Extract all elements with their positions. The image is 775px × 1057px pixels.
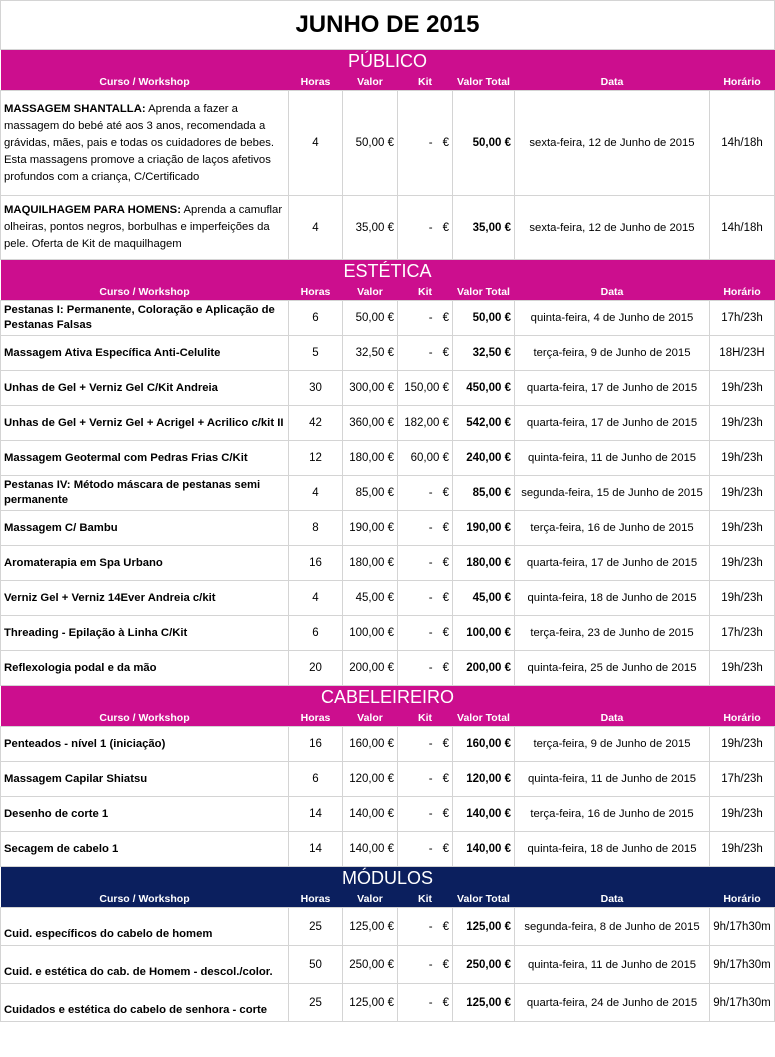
date-cell: quarta-feira, 17 de Junho de 2015 [515, 406, 710, 441]
column-header-kit: Kit [398, 73, 453, 91]
date-cell: quarta-feira, 17 de Junho de 2015 [515, 546, 710, 581]
kit-cell [398, 832, 453, 867]
kit-value: - [428, 843, 433, 855]
date-cell: quarta-feira, 17 de Junho de 2015 [515, 371, 710, 406]
hours-cell: 12 [289, 441, 343, 476]
course-name: Pestanas IV: Método máscara de pestanas semi permanente [1, 476, 289, 511]
time-cell: 17h/23h [710, 616, 775, 651]
value-cell: 125,00 € [343, 908, 398, 946]
kit-cell [398, 616, 453, 651]
hours-cell: 30 [289, 371, 343, 406]
section-title: PÚBLICO [1, 50, 775, 74]
kit-value: - [428, 137, 433, 149]
course-name: Cuidados e estética do cabelo de senhora - corte [1, 984, 289, 1022]
table-row [1, 908, 775, 946]
table-row [1, 476, 775, 511]
column-header-time: Horário [710, 709, 775, 727]
euro-sign: € [442, 773, 449, 785]
time-cell: 19h/23h [710, 476, 775, 511]
euro-sign: € [442, 662, 449, 674]
date-cell: quinta-feira, 11 de Junho de 2015 [515, 946, 710, 984]
hours-cell: 16 [289, 546, 343, 581]
euro-sign: € [442, 487, 449, 499]
hours-cell: 50 [289, 946, 343, 984]
time-cell: 19h/23h [710, 581, 775, 616]
course-name [1, 196, 289, 260]
value-cell: 125,00 € [343, 984, 398, 1022]
column-header-time: Horário [710, 283, 775, 301]
time-cell: 19h/23h [710, 511, 775, 546]
column-header-value: Valor [343, 709, 398, 727]
euro-sign: € [442, 592, 449, 604]
euro-sign: € [442, 738, 449, 750]
course-name: Threading - Epilação à Linha C/Kit [1, 616, 289, 651]
value-cell: 85,00 € [343, 476, 398, 511]
column-header-time: Horário [710, 890, 775, 908]
table-row [1, 616, 775, 651]
kit-value: - [428, 347, 433, 359]
hours-cell: 5 [289, 336, 343, 371]
column-header-hours: Horas [289, 73, 343, 91]
table-row [1, 581, 775, 616]
course-description: Aprenda a camuflar olheiras, pontos negros, borbulhas e imperfeições da pele. Oferta de Kit de maquilhagem [4, 204, 283, 250]
course-name: Unhas de Gel + Verniz Gel C/Kit Andreia [1, 371, 289, 406]
time-cell: 19h/23h [710, 651, 775, 686]
value-cell: 140,00 € [343, 797, 398, 832]
total-cell: 45,00 € [453, 581, 515, 616]
course-name: Cuid. específicos do cabelo de homem [1, 908, 289, 946]
column-header-kit: Kit [398, 709, 453, 727]
total-cell: 140,00 € [453, 832, 515, 867]
kit-value: - [428, 808, 433, 820]
course-name: Desenho de corte 1 [1, 797, 289, 832]
value-cell: 32,50 € [343, 336, 398, 371]
column-header-course: Curso / Workshop [1, 709, 289, 727]
total-cell: 450,00 € [453, 371, 515, 406]
table-row [1, 984, 775, 1022]
column-header-date: Data [515, 709, 710, 727]
total-cell: 250,00 € [453, 946, 515, 984]
value-cell: 45,00 € [343, 581, 398, 616]
date-cell: segunda-feira, 15 de Junho de 2015 [515, 476, 710, 511]
euro-sign: € [442, 808, 449, 820]
column-header-hours: Horas [289, 283, 343, 301]
date-cell: quinta-feira, 11 de Junho de 2015 [515, 762, 710, 797]
course-name: Secagem de cabelo 1 [1, 832, 289, 867]
hours-cell: 14 [289, 797, 343, 832]
hours-cell: 42 [289, 406, 343, 441]
kit-cell [398, 651, 453, 686]
value-cell: 160,00 € [343, 727, 398, 762]
table-row [1, 651, 775, 686]
table-row [1, 91, 775, 196]
column-header-value: Valor [343, 73, 398, 91]
section-title: ESTÉTICA [1, 260, 775, 284]
kit-cell [398, 546, 453, 581]
kit-cell [398, 727, 453, 762]
kit-cell [398, 91, 453, 196]
euro-sign: € [442, 347, 449, 359]
table-row [1, 762, 775, 797]
course-name [1, 91, 289, 196]
value-cell: 360,00 € [343, 406, 398, 441]
date-cell: quinta-feira, 4 de Junho de 2015 [515, 301, 710, 336]
euro-sign: € [442, 522, 449, 534]
course-name: Verniz Gel + Verniz 14Ever Andreia c/kit [1, 581, 289, 616]
time-cell: 14h/18h [710, 196, 775, 260]
table-row [1, 946, 775, 984]
euro-sign: € [442, 958, 449, 971]
total-cell: 542,00 € [453, 406, 515, 441]
kit-cell [398, 984, 453, 1022]
kit-cell [398, 511, 453, 546]
table-row [1, 832, 775, 867]
section-title: CABELEIREIRO [1, 686, 775, 710]
course-name: Pestanas I: Permanente, Coloração e Aplicação de Pestanas Falsas [1, 301, 289, 336]
time-cell: 9h/17h30m [710, 908, 775, 946]
total-cell: 50,00 € [453, 91, 515, 196]
total-cell: 120,00 € [453, 762, 515, 797]
column-header-total: Valor Total [453, 709, 515, 727]
section-title: MÓDULOS [1, 867, 775, 891]
time-cell: 9h/17h30m [710, 946, 775, 984]
date-cell: quinta-feira, 11 de Junho de 2015 [515, 441, 710, 476]
total-cell: 140,00 € [453, 797, 515, 832]
hours-cell: 4 [289, 91, 343, 196]
euro-sign: € [442, 312, 449, 324]
hours-cell: 6 [289, 616, 343, 651]
hours-cell: 25 [289, 908, 343, 946]
column-header-hours: Horas [289, 709, 343, 727]
value-cell: 190,00 € [343, 511, 398, 546]
column-header-total: Valor Total [453, 890, 515, 908]
table-row [1, 196, 775, 260]
table-row [1, 511, 775, 546]
column-header-hours: Horas [289, 890, 343, 908]
date-cell: sexta-feira, 12 de Junho de 2015 [515, 196, 710, 260]
column-header-date: Data [515, 283, 710, 301]
kit-value: - [428, 221, 433, 234]
value-cell: 250,00 € [343, 946, 398, 984]
kit-value: - [428, 662, 433, 674]
kit-value: - [428, 996, 433, 1009]
date-cell: terça-feira, 23 de Junho de 2015 [515, 616, 710, 651]
time-cell: 19h/23h [710, 441, 775, 476]
kit-cell [398, 581, 453, 616]
total-cell: 35,00 € [453, 196, 515, 260]
euro-sign: € [442, 557, 449, 569]
total-cell: 125,00 € [453, 908, 515, 946]
hours-cell: 8 [289, 511, 343, 546]
date-cell: quinta-feira, 18 de Junho de 2015 [515, 581, 710, 616]
kit-value: - [428, 958, 433, 971]
kit-cell [398, 196, 453, 260]
table-row [1, 546, 775, 581]
kit-cell [398, 301, 453, 336]
total-cell: 50,00 € [453, 301, 515, 336]
table-row [1, 406, 775, 441]
kit-value: - [428, 592, 433, 604]
course-name: Massagem C/ Bambu [1, 511, 289, 546]
time-cell: 19h/23h [710, 371, 775, 406]
kit-value: - [428, 487, 433, 499]
hours-cell: 4 [289, 196, 343, 260]
column-header-course: Curso / Workshop [1, 73, 289, 91]
time-cell: 19h/23h [710, 727, 775, 762]
kit-cell [398, 336, 453, 371]
time-cell: 17h/23h [710, 762, 775, 797]
time-cell: 17h/23h [710, 301, 775, 336]
course-name: Unhas de Gel + Verniz Gel + Acrigel + Acrilico c/kit II [1, 406, 289, 441]
total-cell: 190,00 € [453, 511, 515, 546]
hours-cell: 14 [289, 832, 343, 867]
table-row [1, 797, 775, 832]
kit-cell: 182,00 € [398, 406, 453, 441]
time-cell: 19h/23h [710, 406, 775, 441]
total-cell: 240,00 € [453, 441, 515, 476]
column-header-kit: Kit [398, 283, 453, 301]
value-cell: 50,00 € [343, 301, 398, 336]
date-cell: quarta-feira, 24 de Junho de 2015 [515, 984, 710, 1022]
hours-cell: 16 [289, 727, 343, 762]
table-row [1, 727, 775, 762]
date-cell: terça-feira, 9 de Junho de 2015 [515, 336, 710, 371]
kit-cell: 60,00 € [398, 441, 453, 476]
value-cell: 50,00 € [343, 91, 398, 196]
value-cell: 300,00 € [343, 371, 398, 406]
hours-cell: 20 [289, 651, 343, 686]
course-name: Massagem Capilar Shiatsu [1, 762, 289, 797]
date-cell: quinta-feira, 18 de Junho de 2015 [515, 832, 710, 867]
table-row [1, 371, 775, 406]
course-name: Massagem Ativa Específica Anti-Celulite [1, 336, 289, 371]
kit-value: - [428, 920, 433, 933]
total-cell: 85,00 € [453, 476, 515, 511]
euro-sign: € [442, 996, 449, 1009]
hours-cell: 4 [289, 581, 343, 616]
hours-cell: 4 [289, 476, 343, 511]
column-header-date: Data [515, 890, 710, 908]
page-title: JUNHO DE 2015 [1, 1, 775, 50]
kit-cell [398, 908, 453, 946]
course-description: Aprenda a fazer a massagem do bebé até aos 3 anos, recomendada a grávidas, mães, pais e todas os cuidadores de bebes. Esta massagens promove a criação de laços afetivos profundos com a criança, C/Certificado [4, 102, 275, 183]
column-header-kit: Kit [398, 890, 453, 908]
euro-sign: € [442, 843, 449, 855]
value-cell: 180,00 € [343, 546, 398, 581]
date-cell: sexta-feira, 12 de Junho de 2015 [515, 91, 710, 196]
table-row [1, 336, 775, 371]
hours-cell: 25 [289, 984, 343, 1022]
column-header-course: Curso / Workshop [1, 283, 289, 301]
kit-value: - [428, 773, 433, 785]
total-cell: 200,00 € [453, 651, 515, 686]
total-cell: 100,00 € [453, 616, 515, 651]
date-cell: segunda-feira, 8 de Junho de 2015 [515, 908, 710, 946]
kit-cell: 150,00 € [398, 371, 453, 406]
value-cell: 180,00 € [343, 441, 398, 476]
value-cell: 100,00 € [343, 616, 398, 651]
column-header-course: Curso / Workshop [1, 890, 289, 908]
total-cell: 160,00 € [453, 727, 515, 762]
course-name: Reflexologia podal e da mão [1, 651, 289, 686]
date-cell: terça-feira, 9 de Junho de 2015 [515, 727, 710, 762]
total-cell: 32,50 € [453, 336, 515, 371]
column-header-time: Horário [710, 73, 775, 91]
kit-value: - [428, 557, 433, 569]
table-row [1, 441, 775, 476]
kit-value: - [428, 522, 433, 534]
value-cell: 120,00 € [343, 762, 398, 797]
total-cell: 180,00 € [453, 546, 515, 581]
column-header-total: Valor Total [453, 73, 515, 91]
value-cell: 200,00 € [343, 651, 398, 686]
course-name: Massagem Geotermal com Pedras Frias C/Kit [1, 441, 289, 476]
time-cell: 14h/18h [710, 91, 775, 196]
total-cell: 125,00 € [453, 984, 515, 1022]
kit-cell [398, 946, 453, 984]
time-cell: 19h/23h [710, 832, 775, 867]
column-header-value: Valor [343, 283, 398, 301]
hours-cell: 6 [289, 762, 343, 797]
course-name: Cuid. e estética do cab. de Homem - descol./color. [1, 946, 289, 984]
value-cell: 140,00 € [343, 832, 398, 867]
time-cell: 19h/23h [710, 797, 775, 832]
kit-cell [398, 762, 453, 797]
date-cell: terça-feira, 16 de Junho de 2015 [515, 797, 710, 832]
value-cell: 35,00 € [343, 196, 398, 260]
euro-sign: € [442, 627, 449, 639]
column-header-total: Valor Total [453, 283, 515, 301]
column-header-date: Data [515, 73, 710, 91]
kit-cell [398, 797, 453, 832]
euro-sign: € [442, 137, 449, 149]
euro-sign: € [442, 221, 449, 234]
time-cell: 18H/23H [710, 336, 775, 371]
date-cell: terça-feira, 16 de Junho de 2015 [515, 511, 710, 546]
course-title: MASSAGEM SHANTALLA: [4, 102, 146, 115]
kit-value: - [428, 738, 433, 750]
date-cell: quinta-feira, 25 de Junho de 2015 [515, 651, 710, 686]
time-cell: 19h/23h [710, 546, 775, 581]
hours-cell: 6 [289, 301, 343, 336]
time-cell: 9h/17h30m [710, 984, 775, 1022]
euro-sign: € [442, 920, 449, 933]
course-name: Aromaterapia em Spa Urbano [1, 546, 289, 581]
kit-value: - [428, 627, 433, 639]
kit-value: - [428, 312, 433, 324]
course-name: Penteados - nível 1 (iniciação) [1, 727, 289, 762]
column-header-value: Valor [343, 890, 398, 908]
course-title: MAQUILHAGEM PARA HOMENS: [4, 204, 181, 216]
table-row [1, 301, 775, 336]
kit-cell [398, 476, 453, 511]
